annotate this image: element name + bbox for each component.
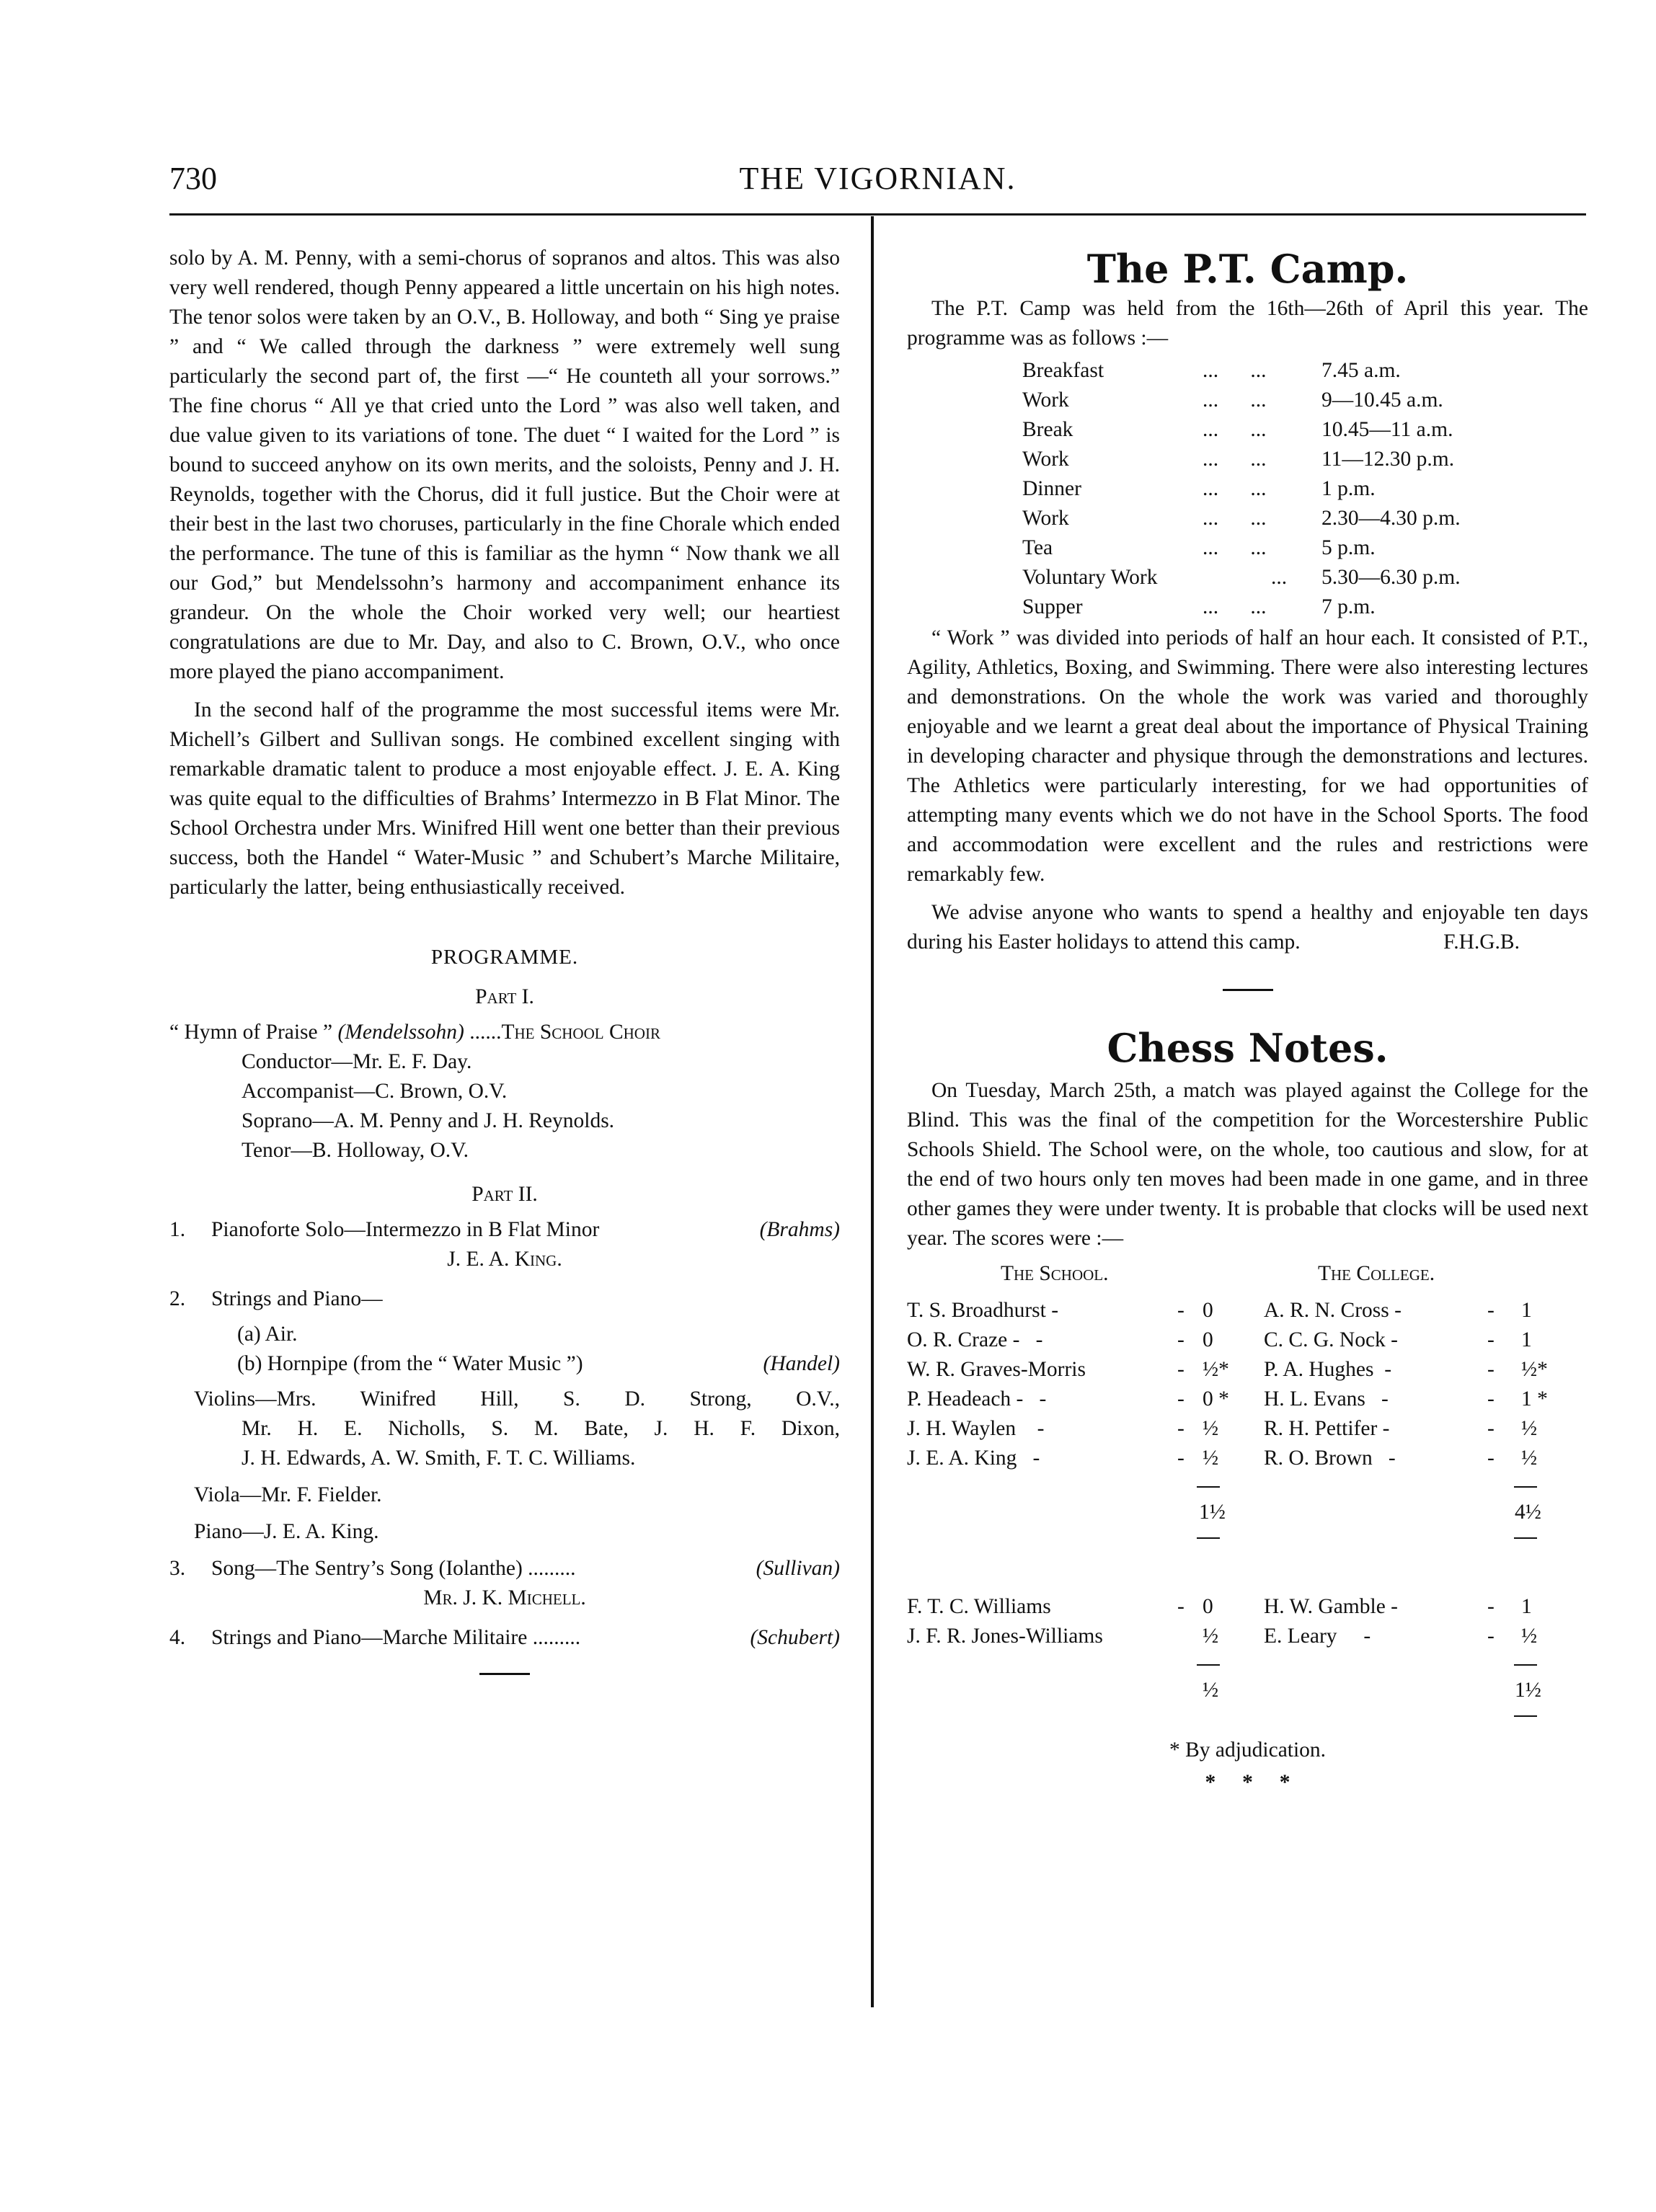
left-column xyxy=(169,244,840,1675)
section-rule xyxy=(1223,989,1273,991)
school-total: ½ xyxy=(1203,1679,1219,1702)
programme-item-1 xyxy=(169,1215,840,1245)
piano-line: Piano—J. E. A. King. xyxy=(194,1520,379,1543)
item-number: 2. xyxy=(169,1287,186,1310)
schedule-dots: ... ... xyxy=(1203,477,1267,500)
college-score: 1 xyxy=(1521,1299,1532,1322)
right-column xyxy=(907,244,1588,1798)
college-dash: - xyxy=(1487,1447,1495,1470)
camp-paragraph-2: We advise anyone who wants to spend a healthy and enjoyable ten days during his Easter holidays to attend this camp. xyxy=(907,901,1588,954)
school-score: ½ xyxy=(1203,1447,1219,1470)
sum-rule xyxy=(1514,1715,1537,1717)
item-number: 3. xyxy=(169,1557,186,1580)
sum-rule xyxy=(1197,1486,1220,1488)
schedule-dots: ... ... xyxy=(1203,388,1267,412)
school-score: 0 * xyxy=(1203,1387,1229,1411)
schedule-time: 9—10.45 a.m. xyxy=(1321,388,1443,412)
sum-rule-row xyxy=(907,1527,1588,1552)
item-composer: (Brahms) xyxy=(759,1218,840,1241)
camp-intro: The P.T. Camp was held from the 16th—26th of April this year. The programme was as follows :— xyxy=(907,297,1588,350)
schedule-time: 1 p.m. xyxy=(1321,477,1376,500)
part-one-heading: Part I. xyxy=(475,985,534,1008)
college-score: ½ xyxy=(1521,1417,1538,1440)
school-score: ½* xyxy=(1203,1358,1229,1381)
school-score: 0 xyxy=(1203,1595,1213,1618)
schedule-time: 7.45 a.m. xyxy=(1321,359,1401,382)
total-row xyxy=(907,1498,1588,1527)
schedule-dots: ... ... xyxy=(1203,507,1267,530)
board-row xyxy=(907,1592,1588,1622)
sum-rule xyxy=(1514,1664,1537,1666)
item-1-performer: J. E. A. King. xyxy=(447,1248,562,1271)
viola-line: Viola—Mr. F. Fielder. xyxy=(194,1483,382,1506)
college-player: R. O. Brown - xyxy=(1264,1447,1396,1470)
item-3-performer: Mr. J. K. Michell. xyxy=(423,1586,586,1609)
page-header xyxy=(169,160,1586,200)
school-score: ½ xyxy=(1203,1625,1219,1648)
programme-item-3 xyxy=(169,1554,840,1584)
hymn-composer: (Mendelssohn) xyxy=(337,1021,464,1044)
violins-line-1: Violins—Mrs. Winifred Hill, S. D. Strong, O.V., xyxy=(194,1387,840,1411)
board-row xyxy=(907,1355,1588,1385)
college-player: A. R. N. Cross - xyxy=(1264,1299,1402,1322)
item-composer: (Schubert) xyxy=(750,1626,840,1649)
sum-rule xyxy=(1514,1537,1537,1539)
board-row xyxy=(907,1385,1588,1414)
schedule-row xyxy=(1022,386,1588,415)
item-number: 1. xyxy=(169,1218,186,1241)
schedule-time: 7 p.m. xyxy=(1321,595,1376,618)
schedule-item: Breakfast xyxy=(1022,359,1104,382)
college-score: ½ xyxy=(1521,1447,1538,1470)
board-row xyxy=(907,1414,1588,1444)
school-player: P. Headeach - - xyxy=(907,1387,1047,1411)
programme-item-4 xyxy=(169,1623,840,1653)
college-player: R. H. Pettifer - xyxy=(1264,1417,1390,1440)
schedule-item: Break xyxy=(1022,418,1073,441)
programme-title: PROGRAMME. xyxy=(430,946,579,969)
college-score: ½ xyxy=(1521,1625,1538,1648)
sum-rule-row xyxy=(907,1651,1588,1676)
accompanist-line: Accompanist—C. Brown, O.V. xyxy=(242,1080,508,1103)
schedule-row xyxy=(1022,504,1588,533)
schedule-row xyxy=(1022,415,1588,445)
item-number: 4. xyxy=(169,1626,186,1649)
college-player: C. C. G. Nock - xyxy=(1264,1328,1399,1351)
school-dash: - xyxy=(1177,1358,1185,1381)
chess-scores xyxy=(907,1259,1588,1730)
camp-signature: F.H.G.B. xyxy=(1443,930,1520,954)
college-player: H. L. Evans - xyxy=(1264,1387,1389,1411)
college-total: 1½ xyxy=(1515,1679,1541,1702)
school-score: 0 xyxy=(1203,1328,1213,1351)
item-text: Pianoforte Solo—Intermezzo in B Flat Minor xyxy=(211,1218,600,1241)
hymn-performer: ......The School Choir xyxy=(464,1021,660,1044)
schedule-time: 5.30—6.30 p.m. xyxy=(1321,566,1461,589)
school-dash: - xyxy=(1177,1328,1185,1351)
school-dash: - xyxy=(1177,1387,1185,1411)
schedule-row xyxy=(1022,474,1588,504)
college-dash: - xyxy=(1487,1625,1495,1648)
programme-item-2 xyxy=(169,1284,840,1314)
page-number: 730 xyxy=(169,161,217,196)
hornpipe-text: (b) Hornpipe (from the “ Water Music ”) xyxy=(237,1352,583,1375)
school-dash: - xyxy=(1177,1299,1185,1322)
schedule-dots: ... ... xyxy=(1203,595,1267,618)
school-player: W. R. Graves-Morris xyxy=(907,1358,1086,1381)
board-row xyxy=(907,1296,1588,1325)
sum-rule xyxy=(1514,1486,1537,1488)
hymn-title: “ Hymn of Praise ” xyxy=(169,1021,338,1044)
college-dash: - xyxy=(1487,1595,1495,1618)
schedule-dots: ... xyxy=(1271,566,1288,589)
board-row xyxy=(907,1444,1588,1473)
schedule-row xyxy=(1022,533,1588,563)
sum-rule-row xyxy=(907,1473,1588,1498)
chess-headers xyxy=(907,1259,1588,1289)
chess-title: Chess Notes. xyxy=(1107,1025,1389,1071)
school-score: ½ xyxy=(1203,1417,1219,1440)
item-text: Strings and Piano—Marche Militaire ......... xyxy=(211,1626,581,1649)
schedule-item: Supper xyxy=(1022,595,1083,618)
item-composer: (Sullivan) xyxy=(756,1557,840,1580)
schedule-row xyxy=(1022,445,1588,474)
part-two-heading: Part II. xyxy=(471,1183,538,1206)
college-player: E. Leary - xyxy=(1264,1625,1371,1648)
concert-paragraph-1: solo by A. M. Penny, with a semi-chorus of sopranos and altos. This was also very well rendered, though Penny appeared a little uncertain on his high notes. The tenor solos were taken by an O.V., B. Holloway, and both “ Sing ye praise ” and “ We called through the darkness ” were extremely well sung particularly the second part of, the first —“ He counteth all your sorrows.” The fine chorus “ All ye that cried unto the Lord ” was also well taken, and due value given to its variations of tone. The duet “ I waited for the Lord ” is bound to succeed anyhow on its own merits, and the soloists, Penny and J. H. Reynolds, together with the Chorus, did it full justice. But the Choir were at their best in the last two choruses, particularly in the fine Chorale which ended the performance. The tune of this is familiar as the hymn “ Now thank we all our God,” but Mendelssohn’s harmony and accompaniment enhance its grandeur. On the whole the Choir worked very well; our heartiest congratulations are due to Mr. Day, and also to C. Brown, O.V., who once more played the piano accompaniment. xyxy=(169,246,840,683)
schedule-time: 2.30—4.30 p.m. xyxy=(1321,507,1461,530)
school-player: F. T. C. Williams xyxy=(907,1595,1051,1618)
college-score: 1 * xyxy=(1521,1387,1548,1411)
schedule-time: 10.45—11 a.m. xyxy=(1321,418,1453,441)
schedule-dots: ... ... xyxy=(1203,359,1267,382)
camp-paragraph-1: “ Work ” was divided into periods of half an hour each. It consisted of P.T., Agility, Athletics, Boxing, and Swimming. There were also interesting lectures and demonstrations. On the whole the work was varied and thoroughly enjoyable and we learnt a great deal about the importance of Physical Training in developing character and physique through the demonstrations and lectures. The Athletics were particularly interesting, for we had opportunities of attempting many events which we do not have in the School Sports. The food and accommodation were excellent and the rules and restrictions were remarkably few. xyxy=(907,626,1588,886)
school-player: T. S. Broadhurst - xyxy=(907,1299,1059,1322)
board-row xyxy=(907,1325,1588,1355)
college-total: 4½ xyxy=(1515,1501,1541,1524)
end-rule xyxy=(479,1673,530,1675)
schedule-item: Work xyxy=(1022,448,1069,471)
column-divider xyxy=(871,216,874,2007)
tenor-line: Tenor—B. Holloway, O.V. xyxy=(242,1139,469,1162)
sum-rule xyxy=(1197,1537,1220,1539)
college-dash: - xyxy=(1487,1358,1495,1381)
item-text: Strings and Piano— xyxy=(211,1287,383,1310)
school-player: J. E. A. King - xyxy=(907,1447,1040,1470)
chess-paragraph: On Tuesday, March 25th, a match was played against the College for the Blind. This was the final of the competition for the Worcestershire Public Schools Shield. The School were, on the whole, too cautious and slow, for at the end of two hours only ten moves had been made in one game, and in three other games they were under twenty. It is probable that clocks will be used next year. The scores were :— xyxy=(907,1079,1588,1250)
concert-paragraph-2: In the second half of the programme the most successful items were Mr. Michell’s Gilbert and Sullivan songs. He combined excellent singing with remarkable dramatic talent to produce a most enjoyable effect. J. E. A. King was quite equal to the difficulties of Brahms’ Intermezzo in B Flat Minor. The School Orchestra under Mrs. Winifred Hill went one better than their previous success, both the Handel “ Water-Music ” and Schubert’s Marche Militaire, particularly the latter, being enthusiastically received. xyxy=(169,698,840,899)
college-dash: - xyxy=(1487,1328,1495,1351)
school-dash: - xyxy=(1177,1595,1185,1618)
school-heading: The School. xyxy=(1001,1262,1109,1285)
section-stars: * * * xyxy=(1205,1771,1290,1794)
total-row xyxy=(907,1676,1588,1705)
hymn-line xyxy=(169,1018,840,1047)
college-score: 1 xyxy=(1521,1328,1532,1351)
schedule-time: 5 p.m. xyxy=(1321,536,1376,559)
schedule-dots: ... ... xyxy=(1203,448,1267,471)
item-2-air: (a) Air. xyxy=(237,1323,298,1346)
sum-rule xyxy=(1197,1664,1220,1666)
school-player: O. R. Craze - - xyxy=(907,1328,1043,1351)
schedule-dots: ... ... xyxy=(1203,536,1267,559)
schedule-item: Tea xyxy=(1022,536,1053,559)
header-rule xyxy=(169,213,1586,216)
schedule-item: Work xyxy=(1022,507,1069,530)
college-player: P. A. Hughes - xyxy=(1264,1358,1392,1381)
college-player: H. W. Gamble - xyxy=(1264,1595,1398,1618)
sum-rule-row xyxy=(907,1705,1588,1730)
schedule-row xyxy=(1022,356,1588,386)
school-dash: - xyxy=(1177,1447,1185,1470)
college-dash: - xyxy=(1487,1299,1495,1322)
conductor-line: Conductor—Mr. E. F. Day. xyxy=(242,1050,472,1073)
college-dash: - xyxy=(1487,1387,1495,1411)
schedule-item: Work xyxy=(1022,388,1069,412)
college-dash: - xyxy=(1487,1417,1495,1440)
item-text: Song—The Sentry’s Song (Iolanthe) ......... xyxy=(211,1557,576,1580)
school-total: 1½ xyxy=(1199,1501,1226,1524)
item-2-hornpipe xyxy=(169,1349,840,1379)
college-score: 1 xyxy=(1521,1595,1532,1618)
schedule-time: 11—12.30 p.m. xyxy=(1321,448,1455,471)
schedule-item: Voluntary Work xyxy=(1022,566,1158,589)
school-dash: - xyxy=(1177,1417,1185,1440)
schedule-row xyxy=(1022,563,1588,592)
hornpipe-composer: (Handel) xyxy=(763,1352,840,1375)
schedule-dots: ... ... xyxy=(1203,418,1267,441)
schedule-row xyxy=(1022,592,1588,622)
schedule-item: Dinner xyxy=(1022,477,1081,500)
violins-line-2: Mr. H. E. Nicholls, S. M. Bate, J. H. F. Dixon, xyxy=(242,1417,840,1440)
college-heading: The College. xyxy=(1318,1262,1435,1285)
camp-title: The P.T. Camp. xyxy=(1086,246,1409,292)
school-player: J. H. Waylen - xyxy=(907,1417,1045,1440)
school-score: 0 xyxy=(1203,1299,1213,1322)
school-player: J. F. R. Jones-Williams xyxy=(907,1625,1103,1648)
soprano-line: Soprano—A. M. Penny and J. H. Reynolds. xyxy=(242,1109,615,1132)
adjudication-footnote: * By adjudication. xyxy=(1169,1738,1327,1762)
college-score: ½* xyxy=(1521,1358,1548,1381)
running-title: THE VIGORNIAN. xyxy=(739,161,1017,196)
camp-schedule xyxy=(1022,356,1588,622)
board-row xyxy=(907,1622,1588,1651)
violins-line-3: J. H. Edwards, A. W. Smith, F. T. C. Williams. xyxy=(242,1447,636,1470)
